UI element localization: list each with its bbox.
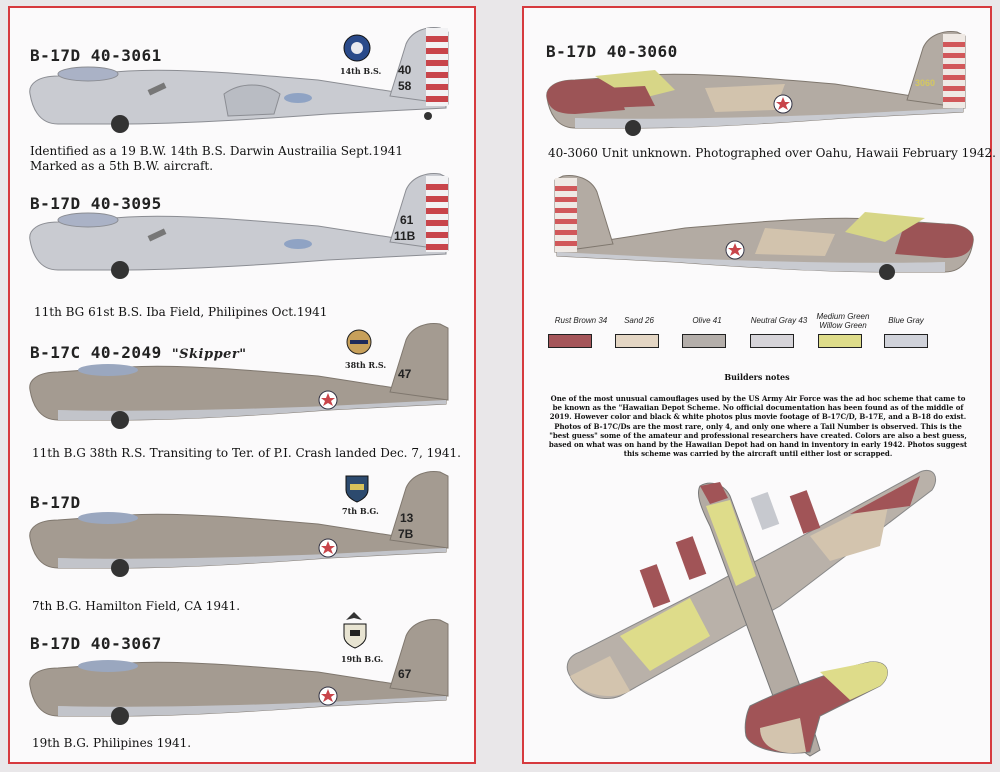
- 14th-bs-label: 14th B.S.: [340, 66, 382, 76]
- entry-5-aircraft-side-view: [28, 616, 458, 728]
- entry-1-aircraft-side-view: [28, 24, 458, 136]
- entry-3-tail-number: 47: [398, 367, 412, 381]
- entry-2-aircraft-side-view: [28, 172, 458, 282]
- swatch-blue-gray: [884, 334, 928, 348]
- swatch-medium-green: [818, 334, 862, 348]
- builders-notes-heading: Builders notes: [724, 372, 790, 382]
- entry-3-caption: 11th B.G 38th R.S. Transiting to Ter. of P.I. Crash landed Dec. 7, 1941.: [32, 446, 461, 460]
- entry-5-title: B-17D 40-3067: [30, 634, 162, 653]
- entry-2-tail-number-top: 61: [400, 213, 414, 227]
- right-title: B-17D 40-3060: [546, 42, 678, 61]
- 38th-rs-label: 38th R.S.: [345, 360, 387, 370]
- 19th-bg-label: 19th B.G.: [341, 654, 384, 664]
- swatch-neutral-gray: [750, 334, 794, 348]
- entry-5-caption: 19th B.G. Philipines 1941.: [32, 736, 192, 750]
- 38th-rs-insignia-icon: [346, 329, 372, 355]
- right-caption: 40-3060 Unit unknown. Photographed over Oahu, Hawaii February 1942.: [548, 146, 996, 160]
- hawaiian-b17-side-view-right: [545, 172, 975, 284]
- swatch-4-label: Neutral Gray 43: [750, 316, 808, 325]
- entry-1-tail-number-bottom: 58: [398, 79, 412, 93]
- entry-4-tail-number-bottom: 7B: [398, 527, 414, 541]
- entry-4-aircraft-side-view: [28, 468, 458, 580]
- 19th-bg-insignia-icon: [340, 610, 370, 650]
- entry-3-serial: B-17C 40-2049: [30, 343, 162, 362]
- entry-1-caption: Identified as a 19 B.W. 14th B.S. Darwin Austrailia Sept.1941 Marked as a 5th B.W. aircraft.: [30, 144, 403, 173]
- swatch-sand: [615, 334, 659, 348]
- entry-1-title: B-17D 40-3061: [30, 46, 162, 65]
- swatch-1-label: Rust Brown 34: [554, 316, 608, 325]
- 14th-bs-insignia-icon: [343, 34, 371, 62]
- entry-4-title: B-17D: [30, 493, 81, 512]
- entry-4-caption: 7th B.G. Hamilton Field, CA 1941.: [32, 599, 241, 613]
- entry-2-caption: 11th BG 61st B.S. Iba Field, Philipines Oct.1941: [34, 305, 328, 319]
- swatch-olive: [682, 334, 726, 348]
- swatch-5-label: Medium Green Willow Green: [816, 312, 870, 330]
- 7th-bg-label: 7th B.G.: [342, 506, 379, 516]
- entry-3-nickname: "Skipper": [171, 347, 247, 362]
- entry-2-title: B-17D 40-3095: [30, 194, 162, 213]
- hawaiian-b17-top-view: [560, 466, 940, 758]
- swatch-6-label: Blue Gray: [888, 316, 924, 325]
- swatch-3-label: Olive 41: [692, 316, 722, 325]
- entry-1-tail-number-top: 40: [398, 63, 412, 77]
- entry-2-tail-number-bottom: 11B: [394, 229, 416, 243]
- hawaiian-b17-side-view-left: [545, 28, 975, 140]
- builders-notes-text: One of the most unusual camouflages used by the US Army Air Force was the ad hoc scheme that came to be known as the "Hawaiian Depot Scheme. No official documentation has been found as of the middle of 2019. However color and black & white photos plus movie footage of B-17C/D, B-17E, and a B-18 do exist. Photos of B-17C/Ds are the most rare, only 4, and only one where a Tail Number is observed. This is the "best guess" some of the amateur and professional researchers have created. Colors are also a best guess, based on what was on hand by the Hawaiian Depot had on hand in inventory in early 1942. Photos suggest this scheme was carried by the aircraft until either lost or scrapped.: [548, 394, 968, 459]
- entry-3-aircraft-side-view: [28, 320, 458, 432]
- swatch-rust-brown: [548, 334, 592, 348]
- 7th-bg-insignia-icon: [344, 470, 370, 504]
- entry-5-tail-number: 67: [398, 667, 412, 681]
- swatch-2-label: Sand 26: [624, 316, 654, 325]
- right-tail-number: 3060: [915, 78, 936, 88]
- entry-4-tail-number-top: 13: [400, 511, 414, 525]
